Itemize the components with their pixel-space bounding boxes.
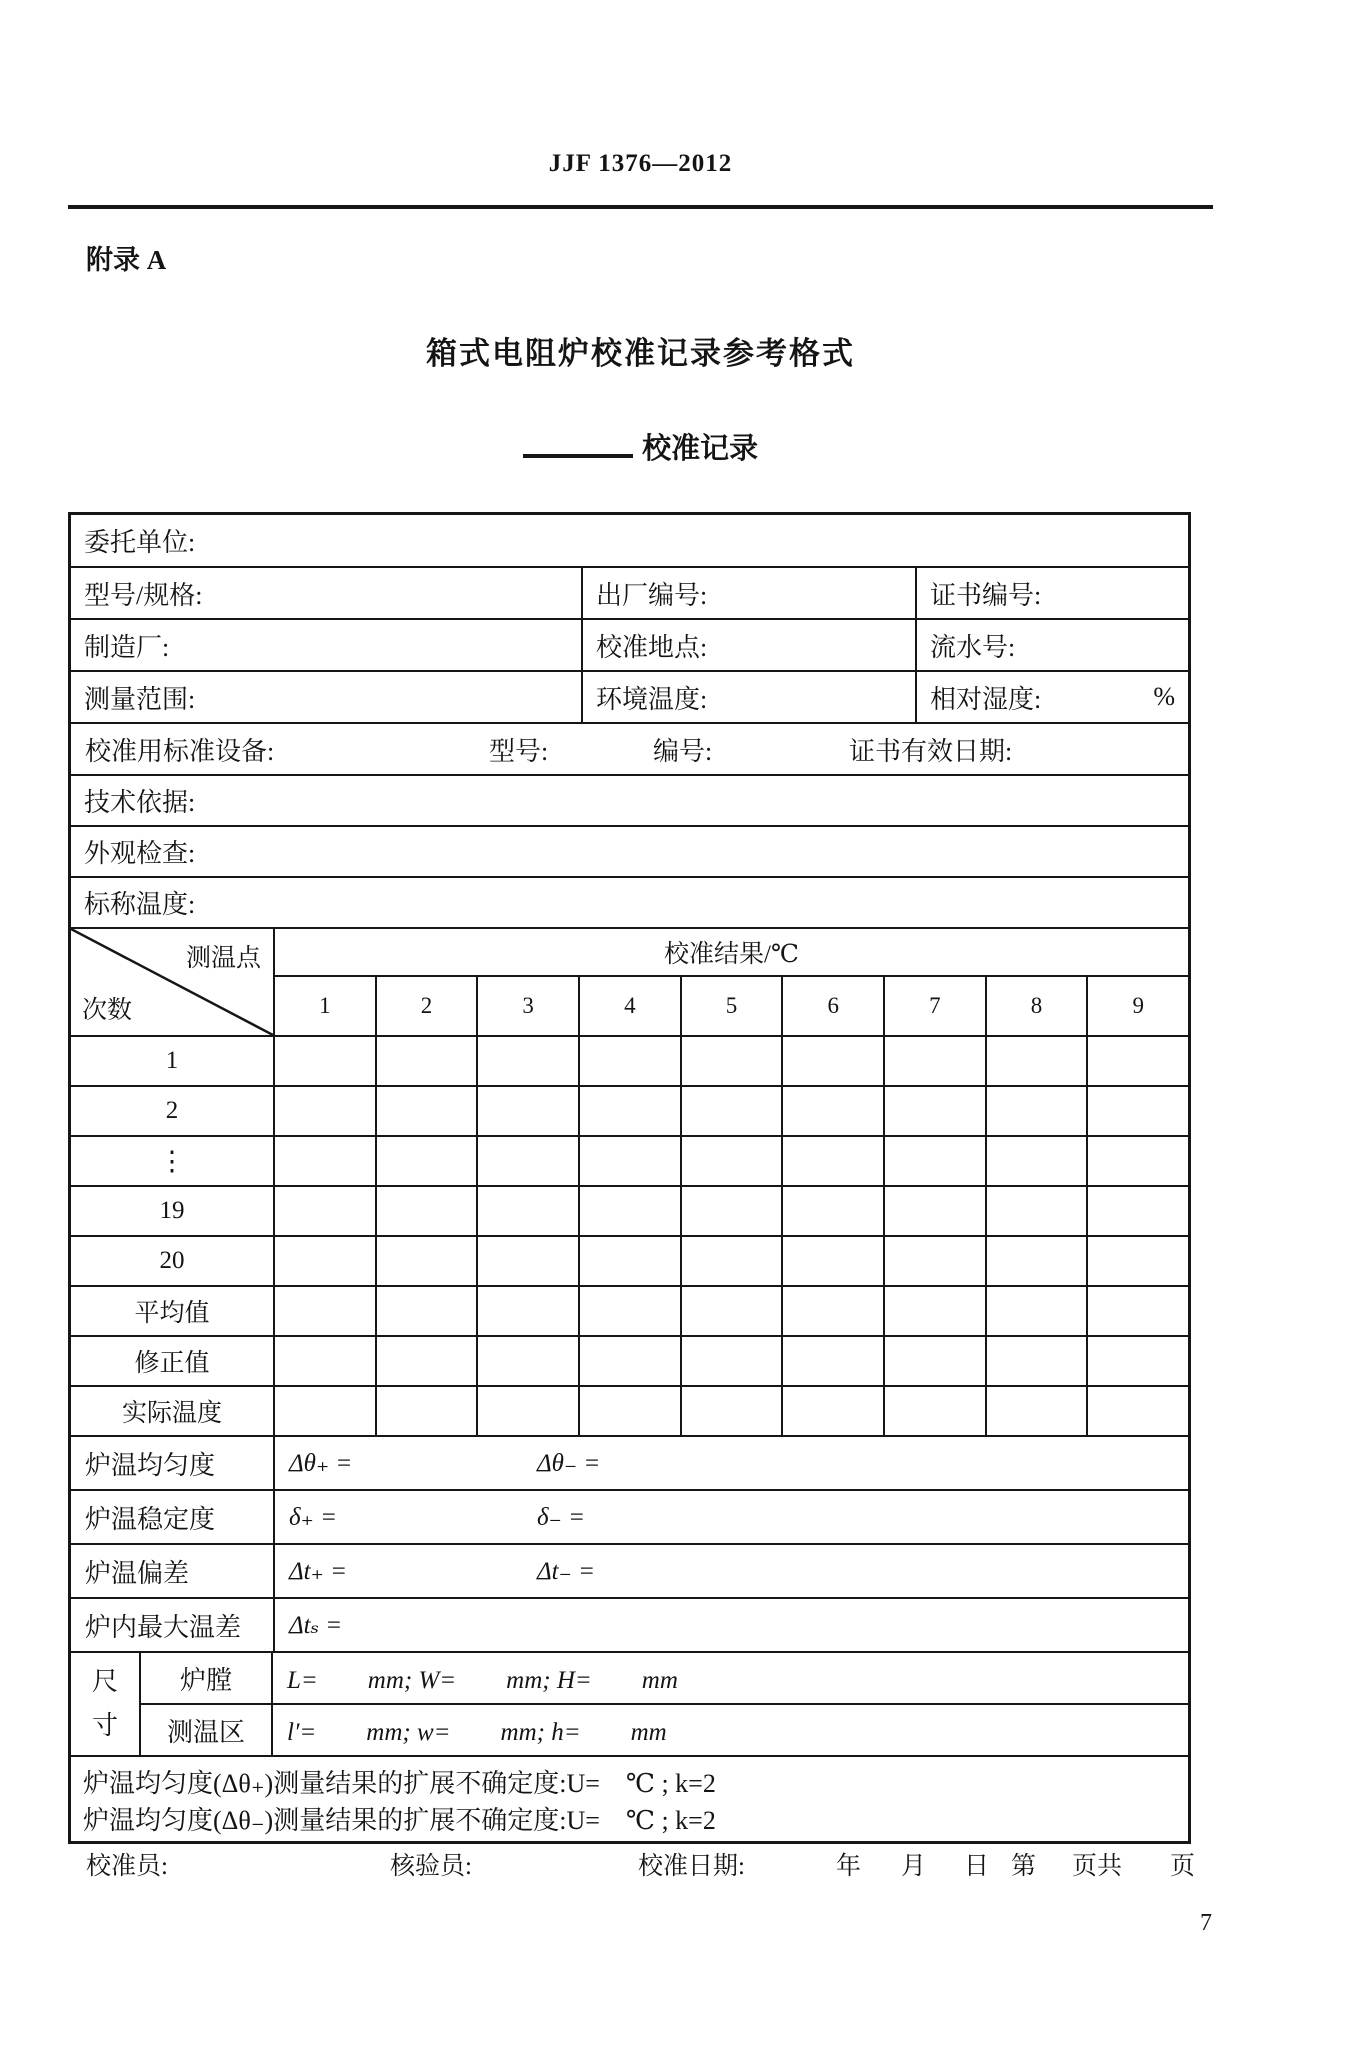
result-cell-empty xyxy=(883,1187,985,1235)
result-cell-empty xyxy=(1086,1387,1188,1435)
furnace-chamber-label: 炉膛 xyxy=(179,1665,232,1695)
result-cell-empty xyxy=(375,1287,477,1335)
technical-basis-row xyxy=(71,774,1188,825)
result-cell-empty xyxy=(883,1037,985,1085)
row-label: 平均值 xyxy=(134,1300,210,1327)
column-header: 8 xyxy=(985,977,1087,1035)
result-cell-empty xyxy=(680,1187,782,1235)
result-cell-empty xyxy=(883,1337,985,1385)
record-heading: 校准记录 xyxy=(642,433,759,465)
result-cell-empty xyxy=(781,1037,883,1085)
factory-number-label: 出厂编号: xyxy=(581,568,915,618)
uncertainty-section xyxy=(71,1755,1188,1841)
ambient-temperature-label: 环境温度: xyxy=(581,672,915,722)
row-label: 实际温度 xyxy=(121,1400,222,1427)
result-cell-empty xyxy=(680,1037,782,1085)
page-of-prefix: 第 xyxy=(1011,1853,1037,1880)
measuring-range-label: 测量范围: xyxy=(84,684,196,714)
result-cell-empty xyxy=(476,1337,578,1385)
result-cell-empty xyxy=(273,1137,375,1185)
equipment-model-label: 型号: xyxy=(489,736,549,766)
result-cell-empty xyxy=(985,1137,1087,1185)
result-cell-empty xyxy=(680,1137,782,1185)
result-row xyxy=(71,1135,1188,1185)
result-cell-empty xyxy=(781,1287,883,1335)
max-temp-difference-label: 炉内最大温差 xyxy=(85,1612,242,1642)
calibration-record-table xyxy=(68,512,1191,1844)
result-cell-empty xyxy=(375,1037,477,1085)
column-header: 1 xyxy=(319,993,331,1018)
measuring-zone-row xyxy=(141,1703,1188,1755)
serial-number-label: 流水号: xyxy=(930,632,1016,662)
furnace-chamber-dimensions: L= mm; W= mm; H= mm xyxy=(271,1653,1188,1703)
result-cell-empty xyxy=(680,1287,782,1335)
stability-minus-formula: δ₋ = xyxy=(537,1504,585,1531)
calibration-result-header: 校准结果/℃ xyxy=(664,941,799,968)
record-heading-row xyxy=(68,426,1213,467)
diagonal-corner-cell xyxy=(71,929,273,1035)
result-cell-empty xyxy=(273,1087,375,1135)
max-temp-difference-formula: Δtₛ = xyxy=(289,1612,343,1639)
result-cell-empty xyxy=(375,1087,477,1135)
nominal-temperature-row xyxy=(71,876,1188,927)
row-label: 19 xyxy=(159,1197,185,1224)
result-cell-empty xyxy=(883,1087,985,1135)
column-header: 5 xyxy=(680,977,782,1035)
result-cell-empty xyxy=(578,1137,680,1185)
row-label: 2 xyxy=(165,1097,179,1124)
result-cell-empty xyxy=(985,1287,1087,1335)
result-cell-empty xyxy=(578,1287,680,1335)
stability-row xyxy=(71,1489,1188,1543)
appendix-label: 附录 A xyxy=(86,245,167,275)
furnace-chamber-row xyxy=(141,1653,1188,1703)
column-header: 2 xyxy=(375,977,477,1035)
equipment-serial-label: 编号: xyxy=(653,736,713,766)
result-cell-empty xyxy=(476,1087,578,1135)
dimension-section xyxy=(71,1651,1188,1755)
result-row-actual-temp xyxy=(71,1385,1188,1435)
result-row-correction xyxy=(71,1335,1188,1385)
result-cell-empty xyxy=(375,1337,477,1385)
result-cell-empty xyxy=(375,1187,477,1235)
row-label: 修正值 xyxy=(134,1350,210,1377)
result-row xyxy=(71,1185,1188,1235)
signature-footer xyxy=(68,1846,1233,1880)
result-cell-empty xyxy=(578,1337,680,1385)
column-header: 4 xyxy=(578,977,680,1035)
result-cell-empty xyxy=(476,1137,578,1185)
result-cell-empty xyxy=(375,1137,477,1185)
result-grid-header xyxy=(71,927,1188,1035)
column-header: 6 xyxy=(781,977,883,1035)
row-label-ellipsis: ⋮ xyxy=(158,1145,186,1176)
technical-basis-label: 技术依据: xyxy=(84,788,196,817)
result-cell-empty xyxy=(273,1387,375,1435)
result-cell-empty xyxy=(680,1237,782,1285)
day-label: 日 xyxy=(964,1853,990,1880)
result-cell-empty xyxy=(375,1237,477,1285)
header-rule xyxy=(68,205,1213,209)
month-label: 月 xyxy=(901,1853,927,1880)
standard-number: JJF 1376—2012 xyxy=(548,150,733,177)
measuring-zone-label: 测温区 xyxy=(166,1717,245,1747)
result-cell-empty xyxy=(273,1337,375,1385)
result-cell-empty xyxy=(781,1087,883,1135)
result-cell-empty xyxy=(985,1337,1087,1385)
page-number: 7 xyxy=(1200,1910,1212,1936)
info-row xyxy=(71,618,1188,670)
client-label: 委托单位: xyxy=(84,528,196,557)
result-cell-empty xyxy=(273,1237,375,1285)
result-cell-empty xyxy=(1086,1337,1188,1385)
page-of-mid: 页共 xyxy=(1072,1853,1123,1880)
result-cell-empty xyxy=(781,1187,883,1235)
dimension-label-cell xyxy=(71,1653,139,1755)
relative-humidity-label: 相对湿度: xyxy=(930,684,1042,714)
row-label: 1 xyxy=(165,1047,179,1074)
result-cell-empty xyxy=(680,1387,782,1435)
column-number-row xyxy=(275,975,1188,1035)
result-cell-empty xyxy=(883,1387,985,1435)
deviation-minus-formula: Δt₋ = xyxy=(537,1558,595,1585)
uniformity-minus-formula: Δθ₋ = xyxy=(537,1450,601,1477)
result-cell-empty xyxy=(273,1187,375,1235)
result-row xyxy=(71,1085,1188,1135)
column-header: 7 xyxy=(883,977,985,1035)
result-cell-empty xyxy=(476,1237,578,1285)
uniformity-label: 炉温均匀度 xyxy=(85,1450,216,1480)
uniformity-plus-formula: Δθ₊ = xyxy=(289,1450,353,1477)
result-cell-empty xyxy=(476,1287,578,1335)
certificate-number-label: 证书编号: xyxy=(930,580,1042,610)
uncertainty-statement-plus: 炉温均匀度(Δθ₊)测量结果的扩展不确定度:U= ℃ ; k=2 xyxy=(83,1769,716,1798)
result-cell-empty xyxy=(578,1037,680,1085)
result-cell-empty xyxy=(1086,1087,1188,1135)
result-cell-empty xyxy=(476,1187,578,1235)
result-cell-empty xyxy=(476,1387,578,1435)
result-cell-empty xyxy=(1086,1037,1188,1085)
deviation-row xyxy=(71,1543,1188,1597)
nominal-temperature-label: 标称温度: xyxy=(84,890,196,919)
dimension-label: 尺寸 xyxy=(91,1667,118,1740)
result-header-right xyxy=(273,929,1188,1035)
verifier-label: 核验员: xyxy=(390,1853,472,1880)
max-temp-difference-row xyxy=(71,1597,1188,1651)
result-cell-empty xyxy=(578,1087,680,1135)
result-cell-empty xyxy=(578,1387,680,1435)
info-row xyxy=(71,566,1188,618)
year-label: 年 xyxy=(836,1853,862,1880)
result-cell-empty xyxy=(1086,1237,1188,1285)
measuring-zone-dimensions: l′= mm; w= mm; h= mm xyxy=(271,1705,1188,1755)
manufacturer-label: 制造厂: xyxy=(84,632,170,662)
result-cell-empty xyxy=(1086,1287,1188,1335)
calibration-date-label: 校准日期: xyxy=(638,1853,745,1880)
corner-label-measuring-point: 测温点 xyxy=(185,945,261,972)
result-cell-empty xyxy=(985,1387,1087,1435)
uncertainty-statement-minus: 炉温均匀度(Δθ₋)测量结果的扩展不确定度:U= ℃ ; k=2 xyxy=(83,1806,716,1835)
result-row-average xyxy=(71,1285,1188,1335)
deviation-plus-formula: Δt₊ = xyxy=(289,1558,347,1585)
uniformity-row xyxy=(71,1435,1188,1489)
standard-equipment-row xyxy=(71,722,1188,774)
result-cell-empty xyxy=(985,1187,1087,1235)
row-label: 20 xyxy=(159,1247,185,1274)
result-cell-empty xyxy=(883,1287,985,1335)
result-cell-empty xyxy=(781,1337,883,1385)
appearance-check-label: 外观检查: xyxy=(84,839,196,868)
calibrator-label: 校准员: xyxy=(86,1853,168,1880)
standard-equipment-label: 校准用标准设备: xyxy=(85,736,275,766)
result-cell-empty xyxy=(1086,1187,1188,1235)
percent-sign: % xyxy=(1153,682,1175,711)
appearance-check-row xyxy=(71,825,1188,876)
result-cell-empty xyxy=(985,1237,1087,1285)
result-cell-empty xyxy=(781,1237,883,1285)
page-of-suffix: 页 xyxy=(1170,1853,1196,1880)
result-row xyxy=(71,1235,1188,1285)
result-cell-empty xyxy=(883,1237,985,1285)
stability-plus-formula: δ₊ = xyxy=(289,1504,337,1531)
result-cell-empty xyxy=(578,1237,680,1285)
result-cell-empty xyxy=(985,1037,1087,1085)
result-cell-empty xyxy=(781,1137,883,1185)
certificate-validity-label: 证书有效日期: xyxy=(849,736,1013,766)
result-cell-empty xyxy=(680,1087,782,1135)
result-cell-empty xyxy=(273,1287,375,1335)
result-cell-empty xyxy=(476,1037,578,1085)
result-cell-empty xyxy=(273,1037,375,1085)
calibration-place-label: 校准地点: xyxy=(581,620,915,670)
column-header: 3 xyxy=(476,977,578,1035)
result-row xyxy=(71,1035,1188,1085)
result-cell-empty xyxy=(680,1337,782,1385)
result-cell-empty xyxy=(375,1387,477,1435)
document-title: 箱式电阻炉校准记录参考格式 xyxy=(426,336,855,371)
model-spec-label: 型号/规格: xyxy=(84,580,203,610)
result-cell-empty xyxy=(578,1187,680,1235)
corner-label-run-count: 次数 xyxy=(82,997,133,1024)
result-cell-empty xyxy=(1086,1137,1188,1185)
client-row xyxy=(71,515,1188,566)
fill-in-blank-underline xyxy=(523,426,633,458)
result-cell-empty xyxy=(985,1087,1087,1135)
deviation-label: 炉温偏差 xyxy=(85,1558,190,1588)
result-cell-empty xyxy=(781,1387,883,1435)
result-cell-empty xyxy=(883,1137,985,1185)
info-row xyxy=(71,670,1188,722)
stability-label: 炉温稳定度 xyxy=(85,1504,216,1534)
column-header: 9 xyxy=(1086,977,1188,1035)
